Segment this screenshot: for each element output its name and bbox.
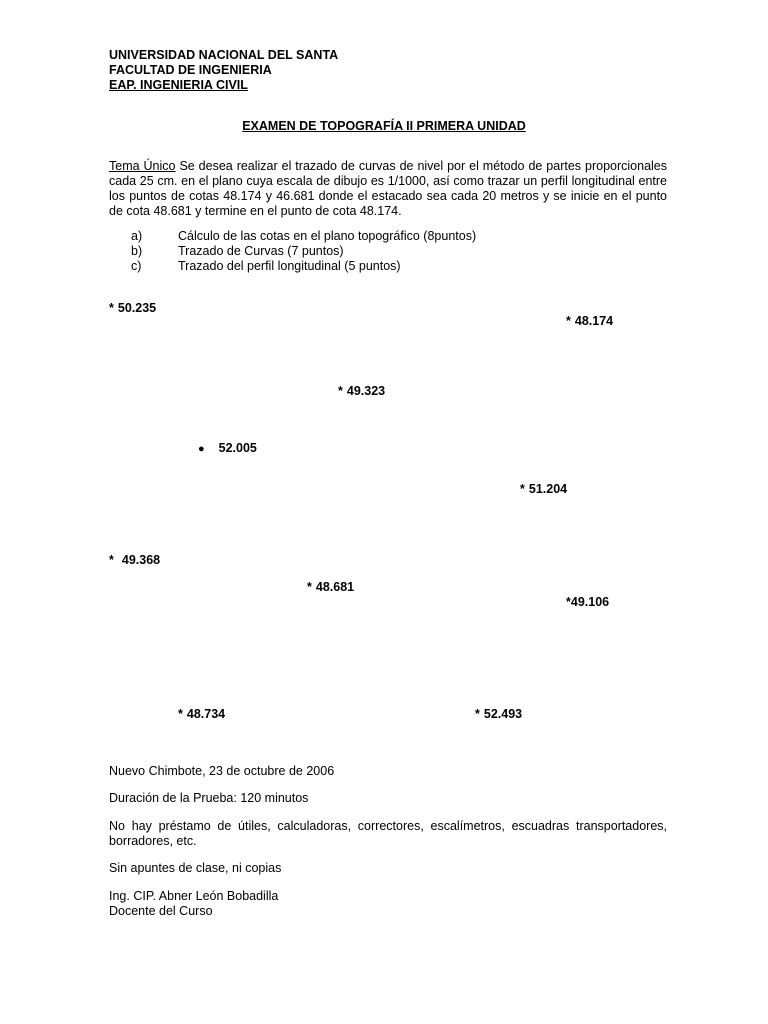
list-marker: b) [131, 244, 143, 258]
point-elevation: 50.235 [117, 301, 157, 315]
exam-notes: Sin apuntes de clase, ni copias [109, 861, 282, 875]
school-name: EAP. INGENIERIA CIVIL [109, 78, 248, 92]
university-name: UNIVERSIDAD NACIONAL DEL SANTA [109, 48, 339, 62]
point-elevation: 51.204 [528, 482, 568, 496]
point-marker: * [566, 314, 571, 328]
point-elevation: 48.681 [315, 580, 355, 594]
teacher-name: Ing. CIP. Abner León Bobadilla [109, 889, 279, 903]
point-marker: * [178, 707, 183, 721]
faculty-name: FACULTAD DE INGENIERIA [109, 63, 272, 77]
teacher-role: Docente del Curso [109, 904, 213, 918]
survey-point [475, 707, 522, 722]
list-item-text: Trazado de Curvas (7 puntos) [178, 244, 344, 258]
point-elevation: 49.106 [570, 595, 610, 609]
exam-rules: No hay préstamo de útiles, calculadoras, correctores, escalímetros, escuadras transportadores, borradores, etc. [109, 819, 667, 848]
survey-point [520, 482, 567, 497]
survey-point [338, 384, 385, 399]
exam-date: Nuevo Chimbote, 23 de octubre de 2006 [109, 764, 335, 778]
point-elevation: 49.368 [121, 553, 161, 567]
survey-point [566, 595, 609, 610]
point-elevation: 52.005 [218, 441, 257, 455]
list-item-text: Trazado del perfil longitudinal (5 puntos) [178, 259, 401, 273]
point-marker: * [338, 384, 343, 398]
list-marker: a) [131, 229, 143, 243]
survey-point [109, 553, 160, 568]
survey-point [198, 441, 257, 457]
statement-label: Tema Único [109, 159, 176, 173]
point-marker: * [109, 301, 114, 315]
point-marker: * [520, 482, 525, 496]
point-marker: * [566, 595, 571, 609]
point-elevation: 49.323 [346, 384, 386, 398]
survey-point [566, 314, 613, 329]
statement-text: Se desea realizar el trazado de curvas de nivel por el método de partes proporcionales cada 25 cm. en el plano cuya escala de dibujo es 1/1000, así como trazar un perfil longitudinal entre los puntos de cotas 48.174 y 46.681 donde el estacado sea cada 20 metros y se inicie en el punto de cota 48.681 y termine en el punto de cota 48.174. [109, 159, 667, 218]
exam-title: EXAMEN DE TOPOGRAFÍA II PRIMERA UNIDAD [242, 119, 526, 133]
point-elevation: 48.174 [574, 314, 614, 328]
list-item-text: Cálculo de las cotas en el plano topográfico (8puntos) [178, 229, 477, 243]
point-marker: * [307, 580, 312, 594]
exam-duration: Duración de la Prueba: 120 minutos [109, 791, 309, 805]
point-elevation: 52.493 [483, 707, 523, 721]
point-marker: * [475, 707, 480, 721]
survey-point [109, 301, 156, 316]
exam-statement [109, 159, 667, 219]
survey-point [178, 707, 225, 722]
point-marker: * [109, 553, 114, 567]
point-marker: ● [198, 443, 205, 455]
survey-point [307, 580, 354, 595]
list-marker: c) [131, 259, 142, 273]
point-elevation: 48.734 [186, 707, 226, 721]
